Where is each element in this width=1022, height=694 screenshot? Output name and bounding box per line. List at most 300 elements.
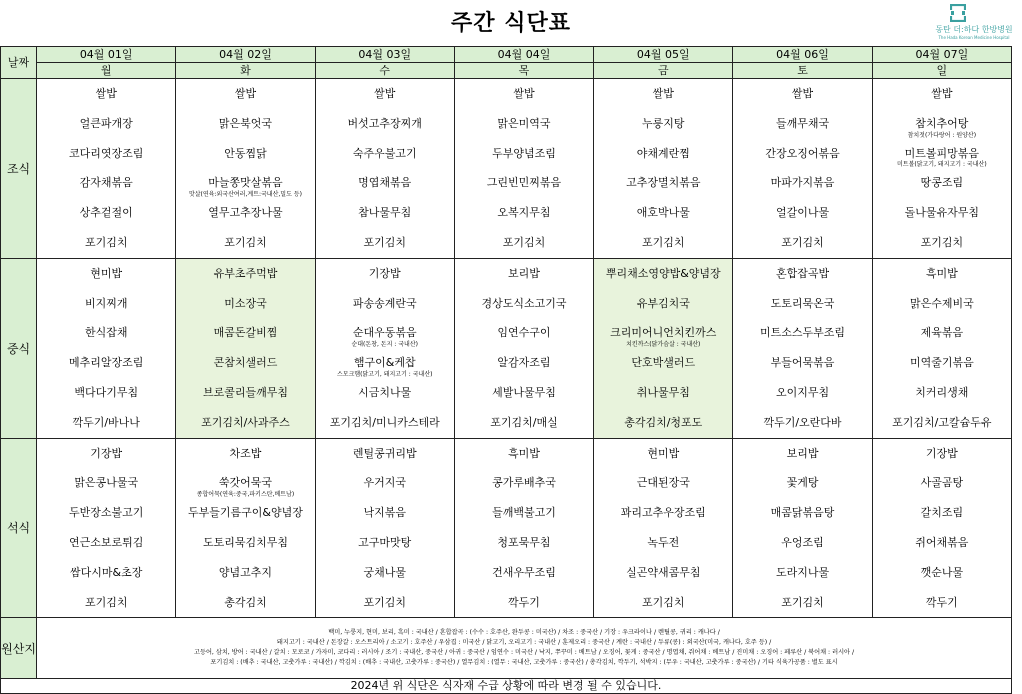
menu-item [316, 408, 454, 438]
menu-item-name: 쌀밥 [234, 87, 257, 100]
meal-row [1, 258, 1012, 438]
menu-item [316, 439, 454, 469]
date-cell: 04월 01일 [37, 47, 176, 63]
meal-cell [733, 258, 872, 438]
notice-text: 2024년 위 식단은 식자재 수급 상황에 따라 변경 될 수 있습니다. [1, 679, 1012, 694]
meal-cell [37, 438, 176, 618]
menu-item-name: 쌀밥 [95, 87, 117, 100]
menu-item [176, 198, 314, 228]
menu-item [594, 588, 732, 618]
menu-item [176, 558, 314, 588]
date-label: 날짜 [1, 47, 37, 79]
menu-item-name: 쑥갓어묵국 [218, 476, 273, 490]
menu-item [733, 318, 871, 348]
menu-item-name: 알감자조림 [497, 356, 551, 370]
menu-item [455, 408, 593, 438]
menu-item [176, 348, 314, 378]
menu-item-name: 총각김치 [224, 595, 267, 609]
menu-item-name: 맑은수제비국 [909, 296, 974, 310]
menu-item-name: 누룽지탕 [642, 116, 685, 130]
menu-item [316, 348, 454, 378]
menu-item-name: 감자채볶음 [79, 176, 133, 190]
menu-item [594, 498, 732, 528]
menu-item-name: 매콤돈갈비찜 [213, 326, 278, 340]
menu-item-name: 명엽채볶음 [358, 176, 412, 190]
menu-item [594, 318, 732, 348]
menu-item-name: 포기김치 [224, 235, 267, 249]
menu-item-name: 기장밥 [368, 266, 401, 280]
date-cell: 04월 05일 [594, 47, 733, 63]
menu-item-name: 비지찌개 [84, 296, 128, 310]
menu-item-name: 총각김치/청포도 [624, 415, 703, 429]
menu-item-name: 참치추어탕 [915, 116, 969, 130]
menu-item-name: 안동찜닭 [224, 146, 267, 160]
menu-item [594, 198, 732, 228]
menu-item [455, 109, 593, 139]
meal-cell [594, 438, 733, 618]
meal-cell [872, 79, 1011, 259]
menu-item [316, 198, 454, 228]
menu-item [455, 198, 593, 228]
menu-item [316, 588, 454, 618]
menu-item-name: 야채계란찜 [636, 146, 690, 160]
hospital-name: 동탄 더:하다 한방병원 [935, 25, 1013, 34]
menu-item-name: 쌀밥 [652, 87, 674, 100]
menu-item [873, 289, 1011, 319]
menu-item-name: 맑은북엇국 [218, 116, 273, 130]
menu-item [594, 439, 732, 469]
menu-item-name: 포기김치/고칼슘두유 [892, 415, 992, 429]
menu-item [316, 498, 454, 528]
hospital-logo-icon [950, 4, 966, 22]
meal-cell [872, 258, 1011, 438]
menu-item-name: 뿌리채소영양밥&양념장 [605, 266, 721, 280]
meal-row [1, 438, 1012, 618]
weekday-cell: 수 [315, 63, 454, 79]
menu-item [873, 259, 1011, 289]
menu-item [37, 318, 175, 348]
menu-item [316, 79, 454, 109]
menu-item [316, 528, 454, 558]
menu-item-name: 돌나물유자무침 [904, 206, 980, 220]
date-row [1, 47, 1012, 63]
meal-cell [872, 438, 1011, 618]
meal-row [1, 79, 1012, 259]
menu-item [176, 289, 314, 319]
menu-item-name: 미소장국 [224, 296, 267, 310]
menu-item-name: 들깨백불고기 [492, 506, 556, 520]
weekday-row [1, 63, 1012, 79]
menu-item [316, 378, 454, 408]
meal-cell [454, 79, 593, 259]
menu-item-name: 렌틸콩귀리밥 [352, 446, 417, 460]
menu-item [455, 588, 593, 618]
menu-item-name: 깍두기 [925, 595, 958, 609]
menu-item-name: 연근소보로튀김 [69, 535, 144, 549]
menu-item [873, 498, 1011, 528]
date-cell: 04월 02일 [176, 47, 315, 63]
menu-item-name: 땅콩조림 [920, 176, 964, 190]
menu-item [176, 109, 314, 139]
menu-item [176, 318, 314, 348]
menu-item [37, 408, 175, 438]
menu-item-name: 맑은콩나물국 [74, 476, 139, 490]
menu-item-name: 얼큰파개장 [79, 116, 133, 130]
menu-item-name: 오이지무침 [775, 385, 830, 399]
meal-cell [594, 79, 733, 259]
menu-item [37, 558, 175, 588]
menu-item-name: 미트소스두부조림 [760, 326, 846, 340]
origin-label: 원산지 [1, 618, 37, 679]
menu-item [733, 79, 871, 109]
menu-item-name: 포기김치 [363, 595, 406, 609]
menu-item-name: 그린빈민찌볶음 [486, 176, 562, 190]
menu-item [176, 408, 314, 438]
menu-item [37, 378, 175, 408]
menu-item [594, 528, 732, 558]
menu-item-name: 임연수구이 [497, 326, 551, 340]
menu-item [37, 528, 175, 558]
menu-item-name: 포기김치 [781, 235, 824, 249]
notice-row [1, 679, 1012, 694]
menu-item-name: 치커리생채 [915, 385, 969, 399]
menu-item-name: 콘참치샐러드 [213, 356, 278, 370]
menu-item [37, 588, 175, 618]
menu-item [594, 259, 732, 289]
menu-item-name: 햄구이&케찹 [353, 356, 416, 370]
menu-item [873, 378, 1011, 408]
menu-item-name: 녹두전 [647, 535, 680, 549]
menu-item [873, 408, 1011, 438]
menu-item [733, 168, 871, 198]
menu-item [733, 588, 871, 618]
menu-item-name: 경상도식소고기국 [481, 296, 567, 310]
menu-item-name: 건새우무조림 [492, 565, 556, 579]
menu-item [37, 468, 175, 498]
menu-item [455, 439, 593, 469]
origin-line: 백미, 누룽지, 현미, 보리, 흑미 : 국내산 / 혼합잡곡 : (수수 : 호주산, 완두콩 : 미국산) / 차조 : 중국산 / 기장 : 우크라이나 / 렌틸콩, 귀리 : 캐나다 / [328, 629, 720, 637]
menu-item [455, 348, 593, 378]
menu-item-name: 포기김치/사과주스 [201, 415, 290, 429]
menu-item [176, 378, 314, 408]
hospital-logo [930, 4, 1018, 42]
meal-cell [315, 79, 454, 259]
menu-item-name: 도토리묵김치무침 [202, 535, 288, 549]
menu-item-name: 흑미밥 [508, 446, 540, 460]
menu-item [873, 139, 1011, 169]
menu-item [455, 228, 593, 258]
menu-item-name: 유부초주먹밥 [213, 266, 278, 280]
menu-item-name: 흑미밥 [925, 266, 958, 280]
menu-item-name: 참나물무침 [358, 206, 412, 220]
menu-item [455, 318, 593, 348]
menu-item [316, 109, 454, 139]
menu-item-name: 콩가루배추국 [492, 476, 556, 490]
menu-item [176, 259, 314, 289]
menu-item [873, 588, 1011, 618]
menu-item [176, 139, 314, 169]
menu-item-name: 맑은미역국 [497, 116, 551, 130]
menu-item-name: 버섯고추장찌개 [347, 116, 422, 130]
menu-item [176, 168, 314, 198]
menu-item-name: 우거지국 [363, 476, 406, 490]
weekday-cell: 금 [594, 63, 733, 79]
menu-item-name: 낙지볶음 [363, 506, 406, 520]
menu-item-name: 단호박샐러드 [631, 356, 696, 370]
menu-item-name: 세발나물무침 [492, 385, 556, 399]
menu-item-name: 청포묵무침 [497, 535, 551, 549]
menu-item [455, 259, 593, 289]
menu-item [733, 109, 871, 139]
menu-item [733, 378, 871, 408]
menu-item [733, 558, 871, 588]
menu-item-name: 두부양념조림 [492, 146, 556, 160]
meal-cell [37, 79, 176, 259]
menu-item [316, 468, 454, 498]
menu-item-name: 코다리엿장조림 [69, 146, 144, 160]
menu-item [176, 498, 314, 528]
menu-item-name: 포기김치 [642, 595, 685, 609]
meal-label: 석식 [1, 438, 37, 618]
menu-item [37, 139, 175, 169]
menu-item-name: 숙주우불고기 [352, 146, 417, 160]
menu-item-name: 깍두기/오란다바 [763, 415, 842, 429]
menu-item-name: 도라지나물 [775, 565, 830, 579]
menu-item-name: 고구마맛탕 [358, 535, 412, 549]
menu-item-name: 두부들기름구이&양념장 [188, 506, 303, 520]
meal-cell [315, 258, 454, 438]
menu-item [594, 168, 732, 198]
menu-item-name: 보리밥 [508, 266, 540, 280]
menu-item [37, 168, 175, 198]
menu-item [594, 289, 732, 319]
menu-item [176, 439, 314, 469]
menu-item-origin-note: 참치젓(가다랑어 : 원양산) [907, 131, 977, 139]
menu-item [733, 139, 871, 169]
meal-cell [176, 438, 315, 618]
menu-item-name: 파송송계란국 [352, 296, 417, 310]
menu-item-name: 깍두기/바나나 [72, 415, 140, 429]
menu-item-name: 포기김치 [84, 235, 128, 249]
menu-item [873, 168, 1011, 198]
menu-item-name: 쌀밥 [791, 87, 814, 100]
menu-item-name: 포기김치 [363, 235, 406, 249]
menu-item-name: 포기김치/미니카스테라 [329, 415, 440, 429]
menu-item [455, 528, 593, 558]
menu-item-name: 두반장소불고기 [69, 506, 144, 520]
menu-item [733, 228, 871, 258]
menu-item-name: 깍두기 [508, 595, 540, 609]
menu-item-origin-note: 맛살(연육:외국산여러,계트:국내산,밀도 등) [188, 191, 302, 199]
menu-item [316, 318, 454, 348]
menu-item-name: 현미밥 [647, 446, 680, 460]
menu-item-name: 포기김치 [502, 235, 546, 249]
menu-item-name: 포기김치 [84, 595, 128, 609]
meal-cell [176, 258, 315, 438]
menu-item [873, 439, 1011, 469]
menu-item [37, 109, 175, 139]
origin-row [1, 618, 1012, 679]
menu-item-name: 포기김치 [920, 235, 964, 249]
menu-item [455, 79, 593, 109]
menu-item [733, 198, 871, 228]
menu-item [37, 348, 175, 378]
menu-item [316, 139, 454, 169]
menu-item [455, 558, 593, 588]
menu-item-name: 마파가지볶음 [770, 176, 835, 190]
weekday-cell: 목 [454, 63, 593, 79]
menu-item-name: 유부김치국 [636, 296, 690, 310]
menu-item [176, 468, 314, 498]
menu-item [176, 79, 314, 109]
menu-item-name: 양념고추지 [218, 565, 273, 579]
menu-item [733, 528, 871, 558]
menu-item [594, 79, 732, 109]
date-cell: 04월 03일 [315, 47, 454, 63]
menu-item [455, 378, 593, 408]
menu-item-name: 제육볶음 [920, 326, 964, 340]
menu-item-name: 고추장멸치볶음 [626, 176, 701, 190]
menu-item-name: 취나물무침 [636, 385, 690, 399]
origin-line: 고등어, 삼치, 방어 : 국내산 / 갈치 : 모로코 / 가자미, 코다리 : 러시아 / 조기 : 국내산, 중국산 / 아귀 : 중국산 / 임연수 : 미국산 / 낙지, 쭈꾸미 : 베트남 / 오징어, 꽃게 : 중국산 / 명엽채, 쥐어채 : 베트남 / 진미채 : 오징어 : 페루산 / 북어채 : 러시아 / [193, 649, 855, 657]
menu-item-name: 애호박나물 [636, 206, 690, 220]
menu-item-name: 기장밥 [925, 446, 958, 460]
menu-item-name: 오복지무침 [497, 206, 551, 220]
menu-item-name: 혼합잡곡밥 [775, 266, 830, 280]
menu-item [37, 259, 175, 289]
menu-item-name: 열무고추장나물 [208, 206, 283, 220]
menu-item-name: 쌀밥 [374, 87, 396, 100]
menu-item [594, 109, 732, 139]
menu-item-name: 포기김치 [642, 235, 685, 249]
menu-item-name: 얼갈이나물 [775, 206, 830, 220]
menu-item-name: 갈치조림 [920, 506, 964, 520]
menu-item-name: 쥐어채볶음 [915, 535, 969, 549]
menu-item [594, 558, 732, 588]
menu-item-name: 백다다기무침 [74, 385, 139, 399]
menu-item [37, 79, 175, 109]
menu-item-name: 미트볼피망볶음 [904, 146, 980, 160]
menu-item [316, 228, 454, 258]
menu-item [873, 528, 1011, 558]
menu-item [873, 198, 1011, 228]
weekly-menu-table [0, 46, 1012, 694]
menu-item [873, 228, 1011, 258]
origin-line: 포기김치 : (배추 : 국내산, 고춧가루 : 국내산) / 깍김치 : (배추 : 국내산, 고춧가루 : 중국산) / 열무김치 : (열무 : 국내산, 고춧가루 : 중국산) / 총각김치, 깍두기, 석박지 : (무우 : 국내산, 고춧가루 : 중국산) / 기타 식육가공품 : 별도 표시 [210, 659, 838, 667]
menu-item [873, 79, 1011, 109]
menu-item-name: 실곤약새콤무침 [626, 565, 701, 579]
menu-item-name: 꽈리고추우장조림 [620, 506, 706, 520]
menu-item-name: 포기김치 [781, 595, 824, 609]
menu-item-name: 한식잡채 [84, 326, 128, 340]
menu-item-name: 깻순나물 [920, 565, 964, 579]
menu-item-name: 쌀밥 [513, 87, 535, 100]
menu-item [37, 289, 175, 319]
meal-cell [733, 438, 872, 618]
menu-item-name: 도토리묵온국 [770, 296, 835, 310]
menu-item [455, 139, 593, 169]
menu-item [873, 558, 1011, 588]
meal-cell [594, 258, 733, 438]
menu-item [37, 198, 175, 228]
menu-item-name: 보리밥 [786, 446, 819, 460]
meal-cell [454, 438, 593, 618]
menu-item [176, 588, 314, 618]
menu-item [733, 348, 871, 378]
meal-cell [454, 258, 593, 438]
menu-item [594, 348, 732, 378]
page-title: 주간 식단표 [451, 11, 571, 36]
menu-item-name: 미역줄기볶음 [909, 356, 974, 370]
menu-item [594, 228, 732, 258]
origin-info [37, 618, 1012, 679]
meal-cell [315, 438, 454, 618]
weekday-cell: 월 [37, 63, 176, 79]
menu-item [733, 289, 871, 319]
menu-item-name: 궁채나물 [363, 565, 406, 579]
menu-item-name: 상추겉절이 [79, 206, 133, 220]
menu-item [733, 439, 871, 469]
menu-item [733, 468, 871, 498]
menu-item [594, 408, 732, 438]
date-cell: 04월 07일 [872, 47, 1011, 63]
origin-line: 돼지고기 : 국내산 / 돈장갈 : 오스트리아 / 소고기 : 호주산 / 우삼겹 : 미국산 / 닭고기, 오리고기 : 국내산 / 훈제오리 : 중국산 / 계란 : 국내산 / 두류(콩) : 외국산(미국, 캐나다, 호주 등) / [276, 639, 772, 647]
menu-item-name: 브로콜리들깨무침 [202, 385, 288, 399]
meal-label: 조식 [1, 79, 37, 259]
weekday-cell: 화 [176, 63, 315, 79]
weekday-cell: 일 [872, 63, 1011, 79]
menu-item-name: 쌈다시마&초장 [70, 565, 143, 579]
menu-item [873, 318, 1011, 348]
menu-item [455, 168, 593, 198]
menu-item [455, 289, 593, 319]
menu-item [176, 528, 314, 558]
hospital-subtitle: The Hada Korean Medicine Hospital [938, 35, 1010, 40]
menu-item-name: 사골곰탕 [920, 476, 964, 490]
menu-item-name: 시금치나물 [358, 385, 412, 399]
menu-item-name: 부들어묵볶음 [770, 356, 835, 370]
menu-item [37, 498, 175, 528]
menu-item-name: 근대된장국 [636, 476, 690, 490]
meal-cell [733, 79, 872, 259]
menu-item [316, 259, 454, 289]
menu-item [594, 139, 732, 169]
meal-cell [176, 79, 315, 259]
menu-item [455, 498, 593, 528]
meal-cell [37, 258, 176, 438]
menu-item-origin-note: 치킨까스(닭가슴살 : 국내산) [626, 341, 701, 349]
menu-item-name: 크리미어니언치킨까스 [610, 326, 717, 340]
menu-item [733, 498, 871, 528]
menu-item [733, 259, 871, 289]
menu-item-name: 순대우동볶음 [352, 326, 417, 340]
menu-item-name: 기장밥 [90, 446, 123, 460]
menu-item-name: 포기김치/매실 [490, 415, 558, 429]
menu-item [733, 408, 871, 438]
menu-item [873, 109, 1011, 139]
menu-item-name: 들깨무채국 [775, 116, 830, 130]
menu-item-name: 우엉조림 [781, 535, 824, 549]
menu-item [37, 439, 175, 469]
menu-item [873, 468, 1011, 498]
meal-label: 중식 [1, 258, 37, 438]
menu-item-name: 메추리알장조림 [69, 356, 144, 370]
menu-item [316, 289, 454, 319]
menu-item [873, 348, 1011, 378]
menu-item [316, 558, 454, 588]
date-cell: 04월 04일 [454, 47, 593, 63]
menu-item-origin-note: 미트볼(닭고기, 돼지고기 : 국내산) [896, 161, 987, 169]
